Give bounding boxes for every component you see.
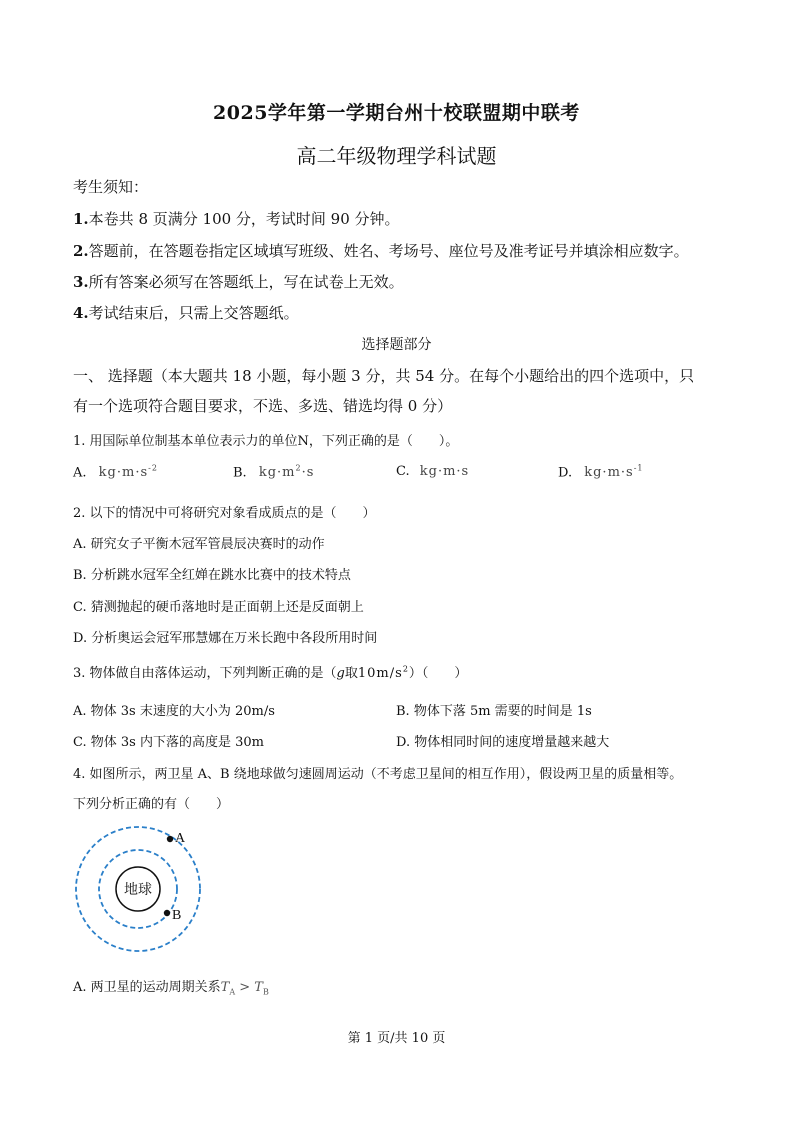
section-intro-line1: 一、 选择题（本大题共 18 小题，每小题 3 分，共 54 分。在每个小题给出的四个选项中，只	[73, 367, 695, 385]
question-2-option-d: D. 分析奥运会冠军邢慧娜在万米长跑中各段所用时间	[73, 631, 378, 646]
exam-subtitle: 高二年级物理学科试题	[296, 144, 497, 168]
question-1-stem: 1. 用国际单位制基本单位表示力的单位N，下列正确的是（ ）。	[73, 434, 459, 449]
question-2-option-c: C. 猜测抛起的硬币落地时是正面朝上还是反面朝上	[73, 600, 364, 615]
question-4-stem-line1: 4. 如图所示，两卫星 A、B 绕地球做匀速圆周运动（不考虑卫星间的相互作用），假设两卫星的质量相等。	[73, 767, 683, 782]
question-4-stem-line2: 下列分析正确的有（ ）	[73, 797, 230, 812]
page-number: 第 1 页/共 10 页	[347, 1031, 446, 1046]
notice-item: 1.本卷共 8 页满分 100 分，考试时间 90 分钟。	[73, 210, 400, 228]
question-3-stem: 3. 物体做自由落体运动，下列判断正确的是（g取$10m/s^2$）（ ）	[73, 664, 468, 681]
section-intro-line2: 有一个选项符合题目要求，不选、多选、错选均得 0 分）	[73, 397, 453, 415]
question-2-option-b: B. 分析跳水冠军全红婵在跳水比赛中的技术特点	[73, 568, 351, 583]
notice-item: 2.答题前，在答题卷指定区域填写班级、姓名、考场号、座位号及准考证号并填涂相应数字。	[73, 242, 689, 260]
question-3-option-b: B. 物体下落 5m 需要的时间是 1s	[396, 704, 592, 719]
section-title: 选择题部分	[361, 337, 432, 353]
question-1-option-d: D. $kg\cdot m\cdot s^{-1}$	[558, 464, 644, 481]
satellite-b-label: B	[172, 908, 182, 923]
question-1-option-a: A. $kg\cdot m\cdot s^{-2}$	[73, 464, 158, 481]
satellite-a-label: A	[175, 831, 186, 846]
satellite-b	[164, 910, 170, 916]
earth-label: 地球	[124, 883, 152, 898]
question-1-option-c: C. kg·m·s	[396, 464, 470, 479]
exam-title: 2025学年第一学期台州十校联盟期中联考	[213, 102, 580, 124]
question-3-option-a: A. 物体 3s 末速度的大小为 20m/s	[73, 704, 275, 719]
notice-heading: 考生须知：	[73, 178, 149, 196]
question-3-option-c: C. 物体 3s 内下落的高度是 30m	[73, 735, 264, 750]
notice-item: 3.所有答案必须写在答题纸上，写在试卷上无效。	[73, 273, 404, 291]
question-4-option-a: A. 两卫星的运动周期关系$T_A > T_B$	[73, 980, 269, 997]
question-1-option-b: B. $kg\cdot m^2\cdot s$	[233, 464, 315, 481]
notice-item: 4.考试结束后，只需上交答题纸。	[73, 304, 299, 322]
satellite-orbit-diagram	[66, 818, 206, 958]
satellite-a	[167, 836, 173, 842]
question-2-stem: 2. 以下的情况中可将研究对象看成质点的是（ ）	[73, 506, 376, 521]
question-3-option-d: D. 物体相同时间的速度增量越来越大	[396, 735, 610, 750]
question-2-option-a: A. 研究女子平衡木冠军管晨辰决赛时的动作	[73, 537, 325, 552]
